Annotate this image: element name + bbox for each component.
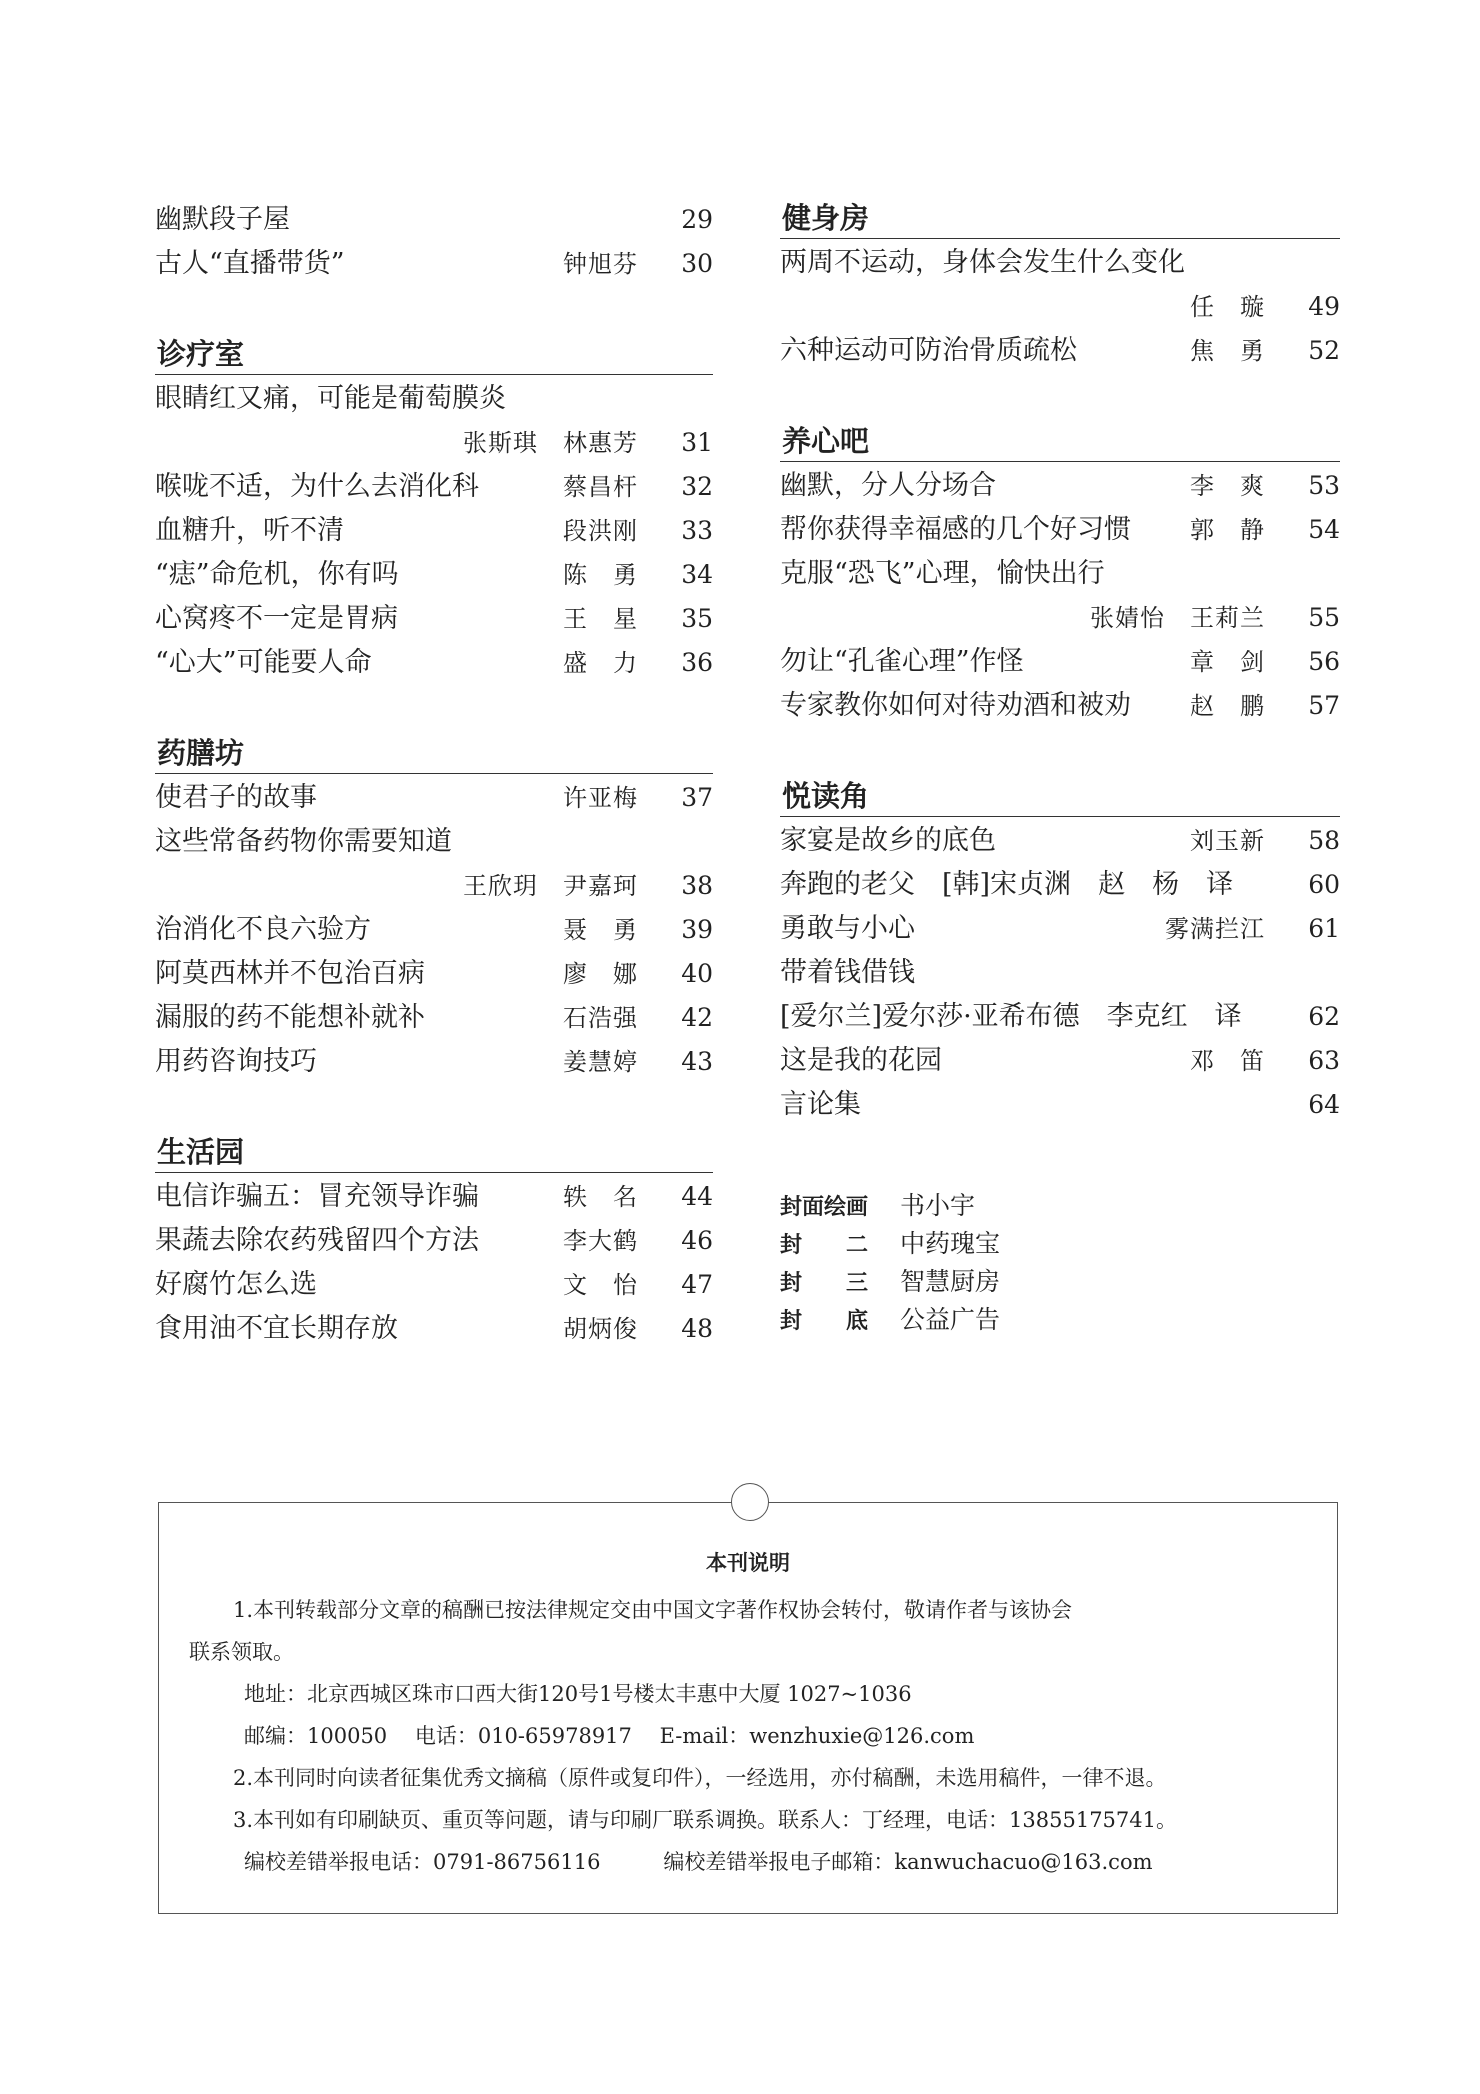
toc-left-column [155,198,713,1351]
toc-entry[interactable] [155,820,713,864]
entry-page: 38 [681,871,713,900]
cover-credit-value: 书小宇 [900,1191,976,1220]
entry-title: 幽默，分人分场合 [780,470,996,501]
entry-title: 好腐竹怎么选 [155,1269,317,1300]
notice-report: 编校差错举报电话：0791-86756116 编校差错举报电子邮箱：kanwuchacuo@163.com [244,1850,1153,1874]
entry-title: 奔跑的老父 [韩]宋贞渊 赵 杨 译 [780,869,1234,900]
entry-page: 30 [681,249,713,278]
entry-author: 许亚梅 [563,784,638,812]
entry-title: 言论集 [780,1089,861,1120]
toc-entry[interactable] [155,908,713,952]
entry-page: 54 [1308,515,1340,544]
entry-author: 刘玉新 [1190,827,1265,855]
entry-title: 克服“恐飞”心理，愉快出行 [780,558,1105,589]
entry-author: 赵 鹏 [1190,692,1265,720]
section-heading: 药膳坊 [155,733,713,774]
toc-entry[interactable] [780,684,1340,728]
entry-title: 用药咨询技巧 [155,1046,317,1077]
entry-page: 64 [1308,1090,1340,1119]
entry-title: 眼睛红又痛，可能是葡萄膜炎 [155,383,506,414]
toc-right-column [780,198,1340,1339]
entry-page: 44 [681,1182,713,1211]
section-heading: 健身房 [780,198,1340,239]
toc-entry[interactable] [780,640,1340,684]
notice-title: 本刊说明 [706,1551,790,1575]
toc-entry[interactable] [780,863,1340,907]
toc-entry[interactable] [155,864,713,908]
section-heading: 生活园 [155,1132,713,1173]
entry-page: 58 [1308,826,1340,855]
entry-author: 李大鹤 [563,1227,638,1255]
entry-author: 蔡昌杆 [563,473,638,501]
entry-title: 古人“直播带货” [155,248,345,279]
section-heading: 悦读角 [780,776,1340,817]
notice-contact: 邮编：100050 电话：010-65978917 E-mail：wenzhuxie@126.com [244,1724,975,1748]
toc-entry[interactable] [155,421,713,465]
toc-entry[interactable] [780,508,1340,552]
entry-title: “心大”可能要人命 [155,647,372,678]
entry-title: 阿莫西林并不包治百病 [155,958,425,989]
entry-page: 33 [681,516,713,545]
entry-title: 这些常备药物你需要知道 [155,826,452,857]
entry-page: 57 [1308,691,1340,720]
entry-author: 段洪刚 [563,517,638,545]
toc-entry[interactable] [155,597,713,641]
notice-body [189,1589,1307,1883]
cover-credit-value: 公益广告 [900,1305,1001,1334]
entry-author: 焦 勇 [1190,337,1265,365]
entry-author: 廖 娜 [563,960,638,988]
entry-author: 邓 笛 [1190,1047,1265,1075]
notice-line-2: 2.本刊同时向读者征集优秀文摘稿（原件或复印件），一经选用，亦付稿酬，未选用稿件，一律不退。 [233,1766,1167,1790]
toc-entry[interactable] [155,242,713,286]
entry-page: 48 [681,1314,713,1343]
entry-title: 果蔬去除农药残留四个方法 [155,1225,479,1256]
toc-entry[interactable] [780,329,1340,373]
entry-page: 34 [681,560,713,589]
notice-address: 地址：北京西城区珠市口西大街120号1号楼太丰惠中大厦 1027~1036 [244,1682,912,1706]
entry-page: 40 [681,959,713,988]
entry-title: “痣”命危机，你有吗 [155,559,399,590]
entry-page: 53 [1308,471,1340,500]
toc-entry[interactable] [155,996,713,1040]
entry-title: 使君子的故事 [155,782,317,813]
toc-entry[interactable] [155,641,713,685]
entry-title: 勇敢与小心 [780,913,915,944]
cover-credit-row [780,1187,1340,1225]
entry-author: 张婧怡 王莉兰 [1090,604,1265,632]
entry-title: 治消化不良六验方 [155,914,371,945]
toc-entry[interactable] [155,509,713,553]
toc-entry[interactable] [155,377,713,421]
cover-credit-row [780,1301,1340,1339]
toc-entry[interactable] [780,596,1340,640]
entry-author: 郭 静 [1190,516,1265,544]
section-heading: 诊疗室 [155,334,713,375]
entry-title: 专家教你如何对待劝酒和被劝 [780,690,1131,721]
entry-title: [爱尔兰]爱尔莎·亚希布德 李克红 译 [780,1001,1242,1032]
entry-author: 钟旭芬 [563,250,638,278]
entry-author: 姜慧婷 [563,1048,638,1076]
cover-credit-key: 封面绘画 [780,1195,869,1220]
toc-entry[interactable] [780,995,1340,1039]
entry-page: 63 [1308,1046,1340,1075]
entry-page: 62 [1308,1002,1340,1031]
entry-author: 陈 勇 [563,561,638,589]
entry-title: 六种运动可防治骨质疏松 [780,335,1077,366]
entry-page: 43 [681,1047,713,1076]
toc-entry[interactable] [155,1307,713,1351]
cover-credit-key: 封 二 [780,1233,869,1258]
toc-entry[interactable] [155,776,713,820]
entry-page: 61 [1308,914,1340,943]
toc-entry[interactable] [155,1175,713,1219]
entry-title: 勿让“孔雀心理”作怪 [780,646,1024,677]
entry-page: 56 [1308,647,1340,676]
entry-author: 胡炳俊 [563,1315,638,1343]
entry-author: 李 爽 [1190,472,1265,500]
toc-entry[interactable] [780,1083,1340,1127]
entry-page: 42 [681,1003,713,1032]
entry-title: 漏服的药不能想补就补 [155,1002,425,1033]
entry-author: 轶 名 [563,1183,638,1211]
entry-page: 47 [681,1270,713,1299]
entry-title: 家宴是故乡的底色 [780,825,996,856]
cover-credit-value: 中药瑰宝 [900,1229,1001,1258]
cover-credit-key: 封 底 [780,1309,869,1334]
entry-page: 36 [681,648,713,677]
entry-title: 血糖升，听不清 [155,515,344,546]
cover-credit-row [780,1225,1340,1263]
toc-entry[interactable] [780,907,1340,951]
entry-page: 46 [681,1226,713,1255]
toc-entry[interactable] [155,465,713,509]
notice-line-3: 3.本刊如有印刷缺页、重页等问题，请与印刷厂联系调换。联系人：丁经理，电话：13855175741。 [233,1808,1178,1832]
entry-title: 这是我的花园 [780,1045,942,1076]
cover-credit-key: 封 三 [780,1271,869,1296]
entry-title: 食用油不宜长期存放 [155,1313,398,1344]
entry-page: 37 [681,783,713,812]
toc-entry[interactable] [780,1039,1340,1083]
entry-page: 49 [1308,292,1340,321]
entry-author: 雾满拦江 [1165,915,1265,943]
entry-author: 聂 勇 [563,916,638,944]
entry-page: 60 [1308,870,1340,899]
toc-entry[interactable] [780,951,1340,995]
entry-page: 55 [1308,603,1340,632]
entry-title: 喉咙不适，为什么去消化科 [155,471,479,502]
toc-entry[interactable] [780,241,1340,285]
entry-page: 35 [681,604,713,633]
notice-line-1: 1.本刊转载部分文章的稿酬已按法律规定交由中国文字著作权协会转付，敬请作者与该协会 [233,1598,1073,1622]
cover-credit-row [780,1263,1340,1301]
entry-page: 52 [1308,336,1340,365]
entry-author: 文 怡 [563,1271,638,1299]
toc-entry[interactable] [155,553,713,597]
entry-title: 帮你获得幸福感的几个好习惯 [780,514,1131,545]
notice-circle-ornament [731,1483,769,1521]
toc-entry[interactable] [155,1040,713,1084]
notice-box [158,1502,1338,1914]
section-heading: 养心吧 [780,421,1340,462]
entry-page: 31 [681,428,713,457]
entry-title: 心窝疼不一定是胃病 [155,603,398,634]
entry-author: 王欣玥 尹嘉珂 [463,872,638,900]
entry-author: 石浩强 [563,1004,638,1032]
toc-entry[interactable] [780,819,1340,863]
entry-author: 盛 力 [563,649,638,677]
entry-author: 任 璇 [1190,293,1265,321]
entry-title: 电信诈骗五：冒充领导诈骗 [155,1181,479,1212]
entry-page: 32 [681,472,713,501]
entry-title: 幽默段子屋 [155,204,290,235]
toc-entry[interactable] [155,1219,713,1263]
entry-author: 章 剑 [1190,648,1265,676]
cover-credits [780,1187,1340,1339]
toc-entry[interactable] [155,952,713,996]
toc-entry[interactable] [780,552,1340,596]
entry-author: 张斯琪 林惠芳 [463,429,638,457]
toc-entry[interactable] [155,198,713,242]
toc-entry[interactable] [780,464,1340,508]
entry-page: 39 [681,915,713,944]
entry-author: 王 星 [563,605,638,633]
notice-line-1b: 联系领取。 [189,1640,294,1664]
cover-credit-value: 智慧厨房 [900,1267,1001,1296]
toc-entry[interactable] [155,1263,713,1307]
entry-title: 带着钱借钱 [780,957,915,988]
entry-title: 两周不运动，身体会发生什么变化 [780,247,1185,278]
toc-entry[interactable] [780,285,1340,329]
entry-page: 29 [681,205,713,234]
